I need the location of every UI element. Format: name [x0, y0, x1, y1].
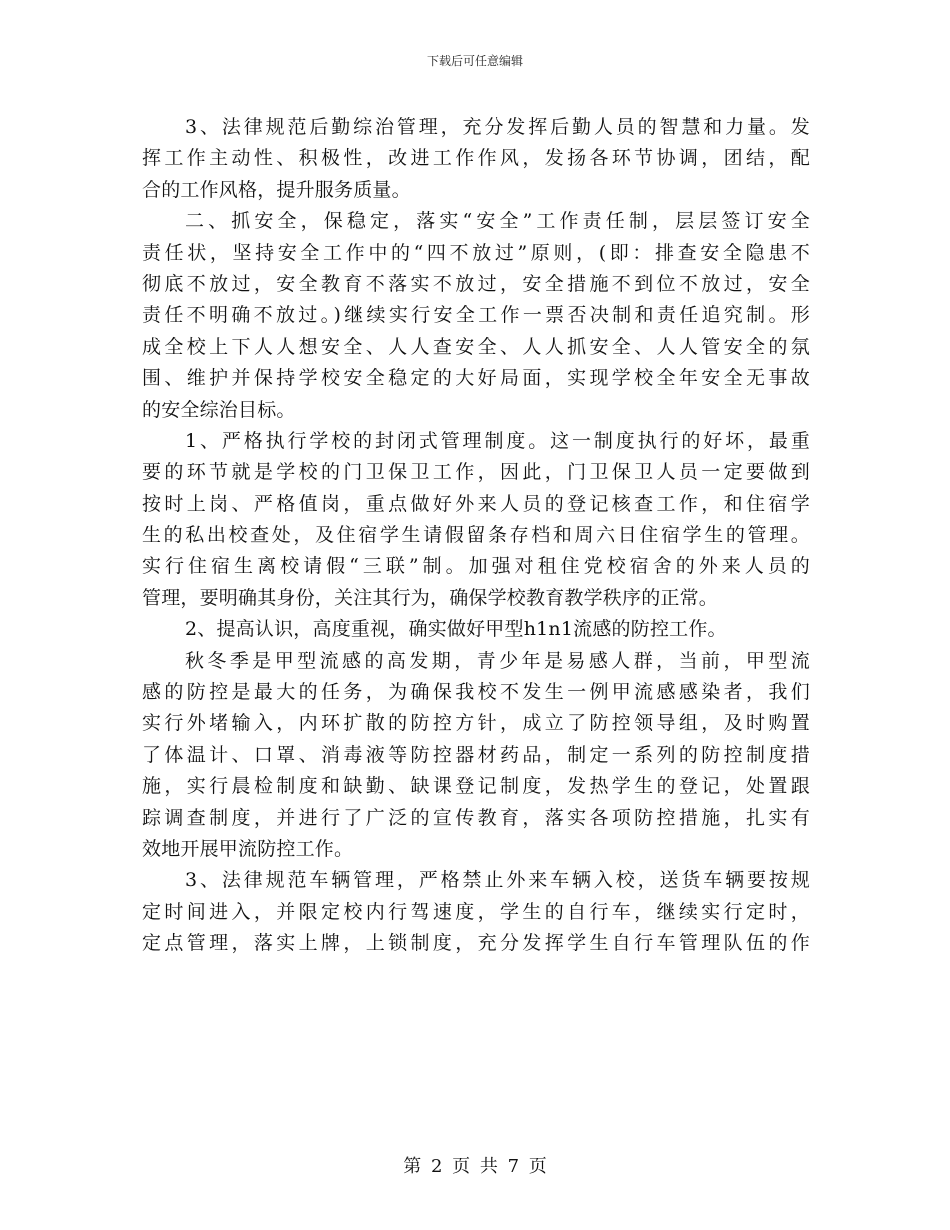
page-header-note: 下载后可任意编辑: [426, 54, 523, 68]
text-line: 的安全综治目标。: [142, 398, 296, 421]
text-line: 挥工作主动性、积极性，改进工作作风，发扬各环节协调，团结，配: [142, 147, 810, 170]
text-line: 定时间进入，并限定校内行驾速度，学生的自行车，继续实行定时，: [142, 900, 810, 923]
text-line: 责任不明确不放过。)继续实行安全工作一票否决制和责任追究制。形: [142, 304, 810, 327]
text-line: 管理，要明确其身份，关注其行为，确保学校教育教学秩序的正常。: [142, 586, 719, 609]
document-body: [142, 112, 810, 960]
text-line: 责任状，坚持安全工作中的“四不放过”原则，(即：排查安全隐患不: [142, 241, 810, 264]
text-line: 实行外堵输入，内环扩散的防控方针，成立了防控领导组，及时购置: [142, 712, 810, 735]
text-line: 3、法律规范车辆管理，严格禁止外来车辆入校，送货车辆要按规: [185, 869, 810, 892]
text-line: 踪调查制度，并进行了广泛的宣传教育，落实各项防控措施，扎实有: [142, 806, 810, 829]
text-line: 感的防控是最大的任务，为确保我校不发生一例甲流感感染者，我们: [142, 681, 810, 704]
text-line: 成全校上下人人想安全、人人查安全、人人抓安全、人人管安全的氛: [142, 335, 810, 358]
text-line: 效地开展甲流防控工作。: [142, 837, 354, 860]
text-line: 围、维护并保持学校安全稳定的大好局面，实现学校全年安全无事故: [142, 367, 810, 390]
text-line: 1、严格执行学校的封闭式管理制度。这一制度执行的好坏，最重: [185, 429, 810, 452]
text-line: 彻底不放过，安全教育不落实不放过，安全措施不到位不放过，安全: [142, 272, 810, 295]
text-line: 要的环节就是学校的门卫保卫工作，因此，门卫保卫人员一定要做到: [142, 461, 810, 484]
text-line: 合的工作风格，提升服务质量。: [142, 178, 411, 201]
text-line: 施，实行晨检制度和缺勤、缺课登记制度，发热学生的登记，处置跟: [142, 775, 810, 798]
text-line: 2、提高认识，高度重视，确实做好甲型h1n1流感的防控工作。: [185, 618, 727, 641]
text-line: 按时上岗、严格值岗，重点做好外来人员的登记核查工作，和住宿学: [142, 492, 810, 515]
text-line: 秋冬季是甲型流感的高发期，青少年是易感人群，当前，甲型流: [185, 649, 810, 672]
text-line: 二、抓安全，保稳定，落实“安全”工作责任制，层层签订安全: [185, 210, 810, 233]
text-line: 实行住宿生离校请假“三联”制。加强对租住党校宿舍的外来人员的: [142, 555, 810, 578]
text-line: 3、法律规范后勤综治管理，充分发挥后勤人员的智慧和力量。发: [185, 116, 810, 138]
page-number-footer: 第 2 页 共 7 页: [403, 1156, 547, 1177]
text-line: 定点管理，落实上牌，上锁制度，充分发挥学生自行车管理队伍的作: [142, 932, 810, 955]
text-line: 了体温计、口罩、消毒液等防控器材药品，制定一系列的防控制度措: [142, 743, 810, 766]
text-line: 生的私出校查处，及住宿学生请假留条存档和周六日住宿学生的管理。: [142, 524, 810, 547]
